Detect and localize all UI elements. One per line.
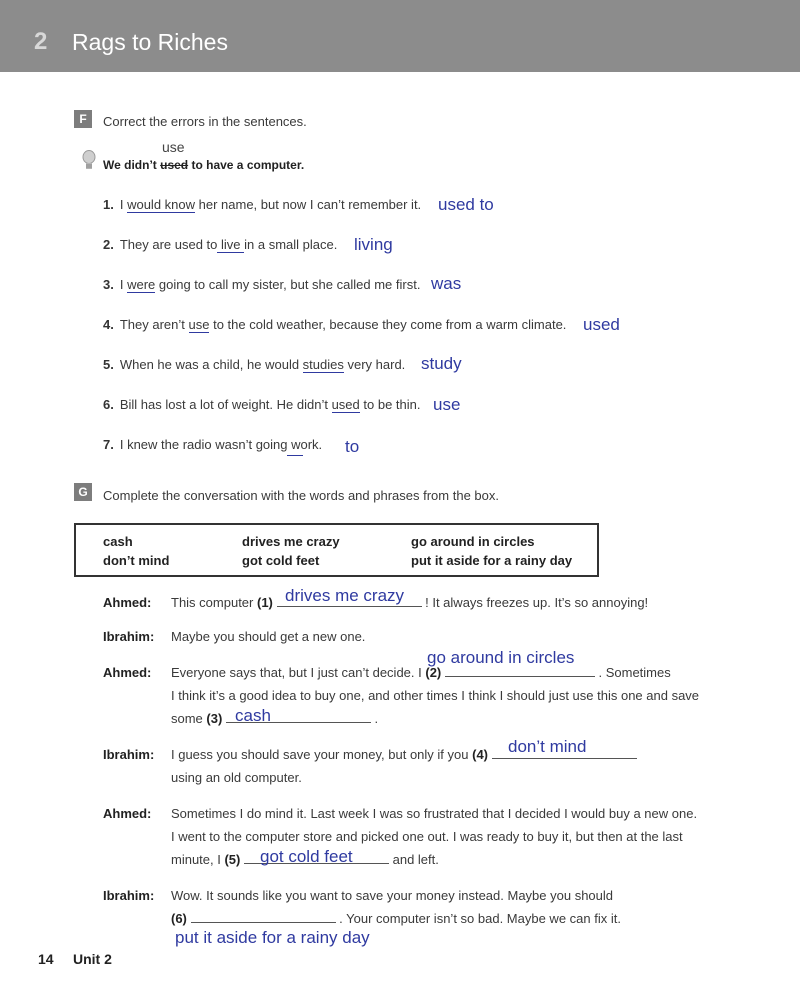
box-word: don’t mind [103, 553, 170, 568]
speaker-name: Ahmed: [103, 806, 152, 821]
dialogue-line: I guess you should save your money, but only if you (4) [171, 747, 637, 762]
speaker-name: Ibrahim: [103, 747, 155, 762]
dialogue-line: using an old computer. [171, 770, 302, 785]
handwritten-answer: use [433, 395, 461, 414]
handwritten-answer: got cold feet [260, 847, 353, 866]
example-correction: use [162, 139, 185, 155]
word-box [74, 523, 599, 577]
exercise-f-badge: F [74, 110, 92, 128]
page-number: 14 [38, 951, 54, 967]
list-item: 7. I knew the radio wasn’t going work. [103, 437, 323, 452]
box-word: cash [103, 534, 133, 549]
page-header [0, 0, 800, 72]
speaker-name: Ahmed: [103, 665, 152, 680]
exercise-f-instruction: Correct the errors in the sentences. [103, 114, 307, 129]
handwritten-answer: used to [438, 195, 494, 214]
handwritten-answer: put it aside for a rainy day [175, 928, 370, 947]
example-sentence: We didn’t used to have a computer. [103, 158, 305, 172]
box-word: drives me crazy [242, 534, 340, 549]
list-item: 1. I would know her name, but now I can’t remember it. [103, 197, 422, 212]
footer-unit-label: Unit 2 [73, 951, 112, 967]
insertion-mark [287, 455, 303, 456]
page-title: Rags to Riches [72, 29, 228, 55]
dialogue-line: Maybe you should get a new one. [171, 629, 366, 644]
dialogue-line: (6) . Your computer isn’t so bad. Maybe we can fix it. [171, 911, 621, 926]
handwritten-answer: was [431, 274, 462, 293]
speaker-name: Ibrahim: [103, 888, 155, 903]
exercise-g-badge: G [74, 483, 92, 501]
dialogue-line: I went to the computer store and picked one out. I was ready to buy it, but then at the last [171, 829, 683, 844]
speaker-name: Ahmed: [103, 595, 152, 610]
dialogue-line: This computer (1) ! It always freezes up. It’s so annoying! [171, 595, 649, 610]
box-word: put it aside for a rainy day [411, 553, 573, 568]
unit-number: 2 [34, 28, 48, 55]
box-word: got cold feet [242, 553, 320, 568]
handwritten-answer: don’t mind [508, 737, 587, 756]
handwritten-answer: cash [235, 706, 271, 725]
handwritten-answer: drives me crazy [285, 586, 405, 605]
list-item: 6. Bill has lost a lot of weight. He didn’t used to be thin. [103, 397, 421, 412]
dialogue-line: Wow. It sounds like you want to save your money instead. Maybe you should [171, 888, 613, 903]
dialogue-line: minute, I (5) and left. [171, 852, 439, 867]
box-word: go around in circles [411, 534, 535, 549]
dialogue-line: some (3) . [171, 711, 379, 726]
handwritten-answer: to [345, 437, 360, 456]
speaker-name: Ibrahim: [103, 629, 155, 644]
lightbulb-icon [82, 150, 96, 172]
list-item: 2. They are used to live in a small place. [103, 237, 338, 252]
handwritten-answer: living [354, 235, 393, 254]
list-item: 5. When he was a child, he would studies very hard. [103, 357, 406, 372]
dialogue-line: I think it’s a good idea to buy one, and other times I think I should just use this one and save [171, 688, 700, 703]
list-item: 4. They aren’t use to the cold weather, because they come from a warm climate. [103, 317, 567, 332]
list-item: 3. I were going to call my sister, but she called me first. [103, 277, 421, 292]
dialogue-line: Sometimes I do mind it. Last week I was so frustrated that I decided I would buy a new one. [171, 806, 698, 821]
exercise-g-instruction: Complete the conversation with the words and phrases from the box. [103, 488, 499, 503]
handwritten-answer: study [421, 354, 462, 373]
handwritten-answer: used [583, 315, 620, 334]
handwritten-answer: go around in circles [427, 648, 575, 667]
dialogue-line: Everyone says that, but I just can’t decide. I (2) . Sometimes [171, 665, 671, 680]
